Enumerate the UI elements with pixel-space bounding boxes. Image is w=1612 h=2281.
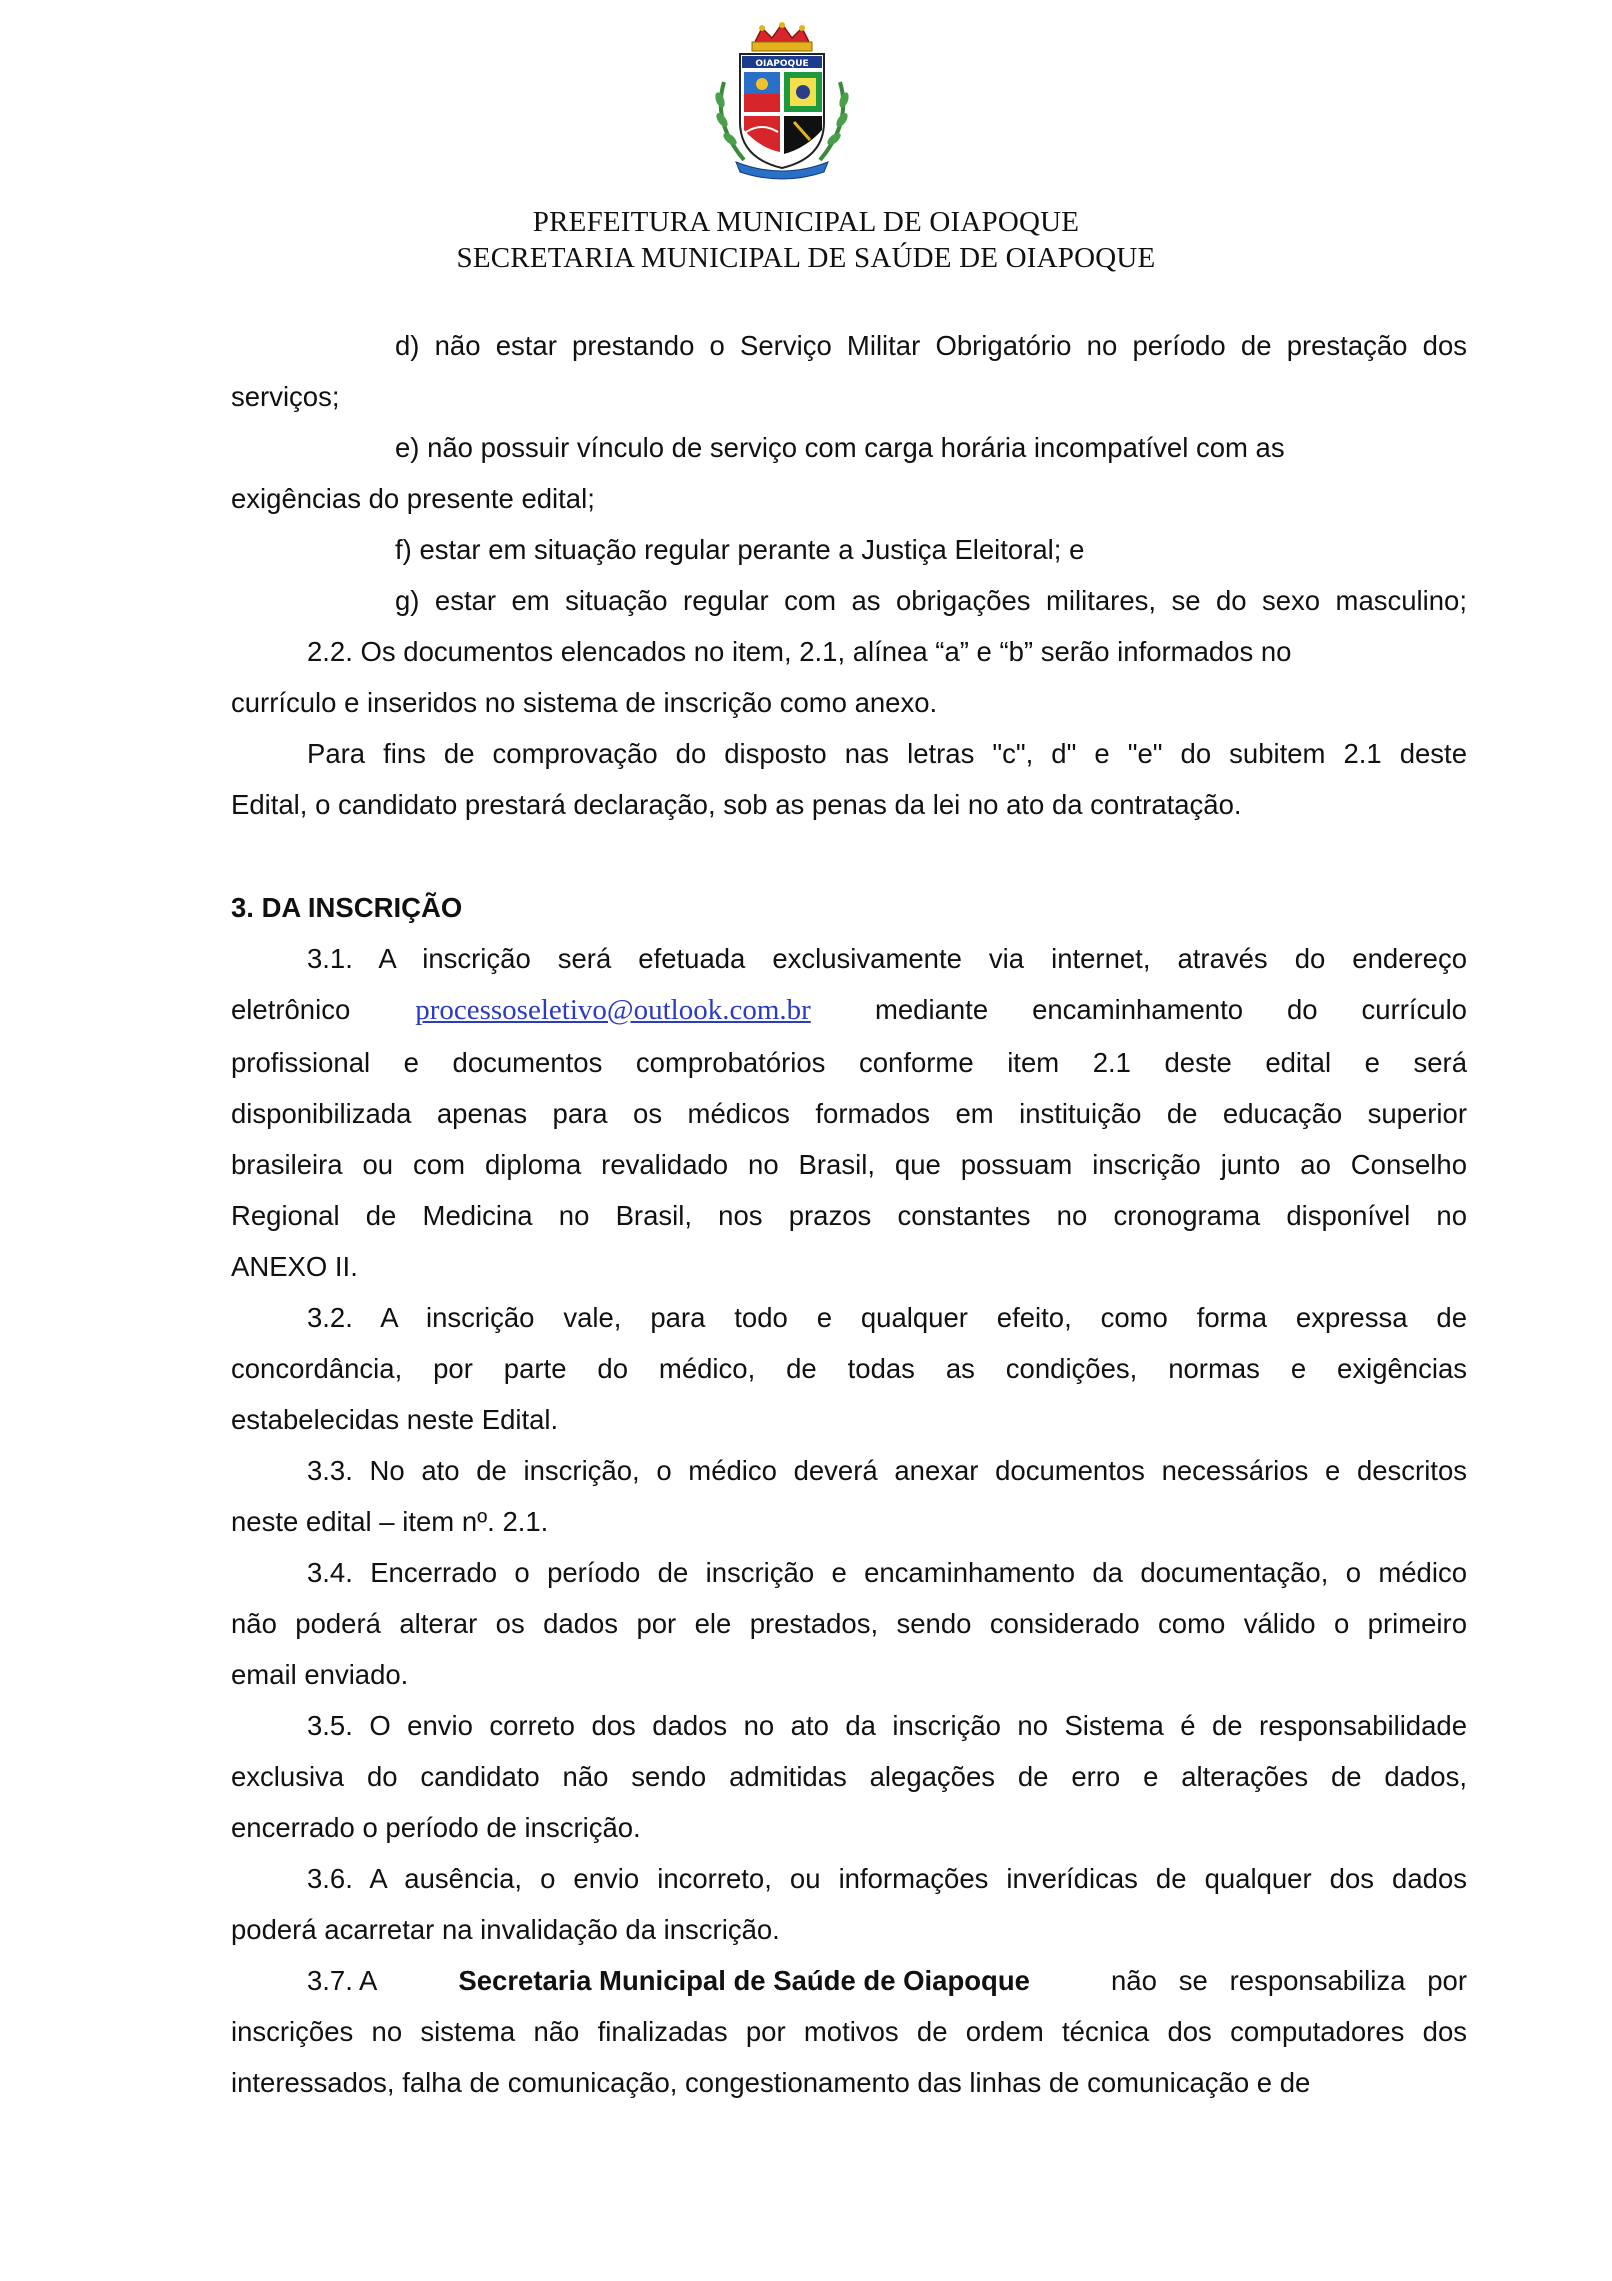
paragraph-comprovacao-line1: Para fins de comprovação do disposto nas letras "c", d" e "e" do subitem 2.1 deste <box>307 738 1467 769</box>
item-3-2-line1: 3.2. A inscrição vale, para todo e qualquer efeito, como forma expressa de <box>307 1302 1467 1333</box>
item-3-5-line2: exclusiva do candidato não sendo admitidas alegações de erro e alterações de dados, <box>231 1761 1467 1792</box>
item-e-line1: e) não possuir vínculo de serviço com carga horária incompatível com as <box>395 432 1285 463</box>
item-e-line2: exigências do presente edital; <box>231 483 595 514</box>
item-3-3-line1: 3.3. No ato de inscrição, o médico deverá anexar documentos necessários e descritos <box>307 1455 1467 1486</box>
item-3-1-line7: ANEXO II. <box>231 1251 358 1282</box>
item-2-2-line1: 2.2. Os documentos elencados no item, 2.1, alínea “a” e “b” serão informados no <box>307 636 1292 667</box>
item-3-2-line3: estabelecidas neste Edital. <box>231 1404 559 1435</box>
paragraph-comprovacao-line2: Edital, o candidato prestará declaração, sob as penas da lei no ato da contratação. <box>231 789 1242 820</box>
header-secretaria: SECRETARIA MUNICIPAL DE SAÚDE DE OIAPOQUE <box>456 242 1156 274</box>
header-prefeitura: PREFEITURA MUNICIPAL DE OIAPOQUE <box>532 206 1080 238</box>
item-3-1-line3: profissional e documentos comprobatórios conforme item 2.1 deste edital e será <box>231 1047 1467 1078</box>
email-link[interactable]: processoseletivo@outlook.com.br <box>415 994 811 1026</box>
item-3-7-line3: interessados, falha de comunicação, congestionamento das linhas de comunicação e de <box>231 2067 1311 2098</box>
item-3-5-line1: 3.5. O envio correto dos dados no ato da inscrição no Sistema é de responsabilidade <box>307 1710 1467 1741</box>
secretaria-name-bold: Secretaria Municipal de Saúde de Oiapoque <box>458 1965 1030 1996</box>
item-3-1-eletronico: eletrônico <box>231 994 351 1025</box>
item-3-6-line1: 3.6. A ausência, o envio incorreto, ou informações inverídicas de qualquer dos dados <box>307 1863 1467 1894</box>
item-3-7-line1 <box>307 1965 1467 1997</box>
item-3-1-line6: Regional de Medicina no Brasil, nos prazos constantes no cronograma disponível no <box>231 1200 1467 1231</box>
item-f: f) estar em situação regular perante a Justiça Eleitoral; e <box>395 534 1085 565</box>
item-3-7-line2: inscrições no sistema não finalizadas por motivos de ordem técnica dos computadores dos <box>231 2016 1467 2047</box>
item-3-1-line5: brasileira ou com diploma revalidado no Brasil, que possuam inscrição junto ao Conselho <box>231 1149 1467 1180</box>
section-title-inscricao: 3. DA INSCRIÇÃO <box>231 892 463 923</box>
item-3-4-line1: 3.4. Encerrado o período de inscrição e encaminhamento da documentação, o médico <box>307 1557 1467 1588</box>
item-d-line1: d) não estar prestando o Serviço Militar Obrigatório no período de prestação dos <box>395 330 1467 361</box>
item-3-1-line4: disponibilizada apenas para os médicos formados em instituição de educação superior <box>231 1098 1467 1129</box>
item-3-5-line3: encerrado o período de inscrição. <box>231 1812 641 1843</box>
item-3-3-line2: neste edital – item nº. 2.1. <box>231 1506 549 1537</box>
item-3-7-responsabiliza: não se responsabiliza por <box>1111 1965 1467 1996</box>
item-g: g) estar em situação regular com as obrigações militares, se do sexo masculino; <box>395 585 1467 616</box>
item-3-7-number: 3.7. A <box>307 1965 378 1996</box>
item-3-4-line2: não poderá alterar os dados por ele prestados, sendo considerado como válido o primeiro <box>231 1608 1467 1639</box>
item-3-2-line2: concordância, por parte do médico, de todas as condições, normas e exigências <box>231 1353 1467 1384</box>
item-3-1-line1: 3.1. A inscrição será efetuada exclusivamente via internet, através do endereço <box>307 943 1467 974</box>
crest-label: OIAPOQUE <box>755 59 809 69</box>
item-3-1-mediante: mediante encaminhamento do currículo <box>874 994 1467 1025</box>
item-3-6-line2: poderá acarretar na invalidação da inscrição. <box>231 1914 780 1945</box>
municipal-crest-logo <box>706 22 858 180</box>
item-2-2-line2: currículo e inseridos no sistema de inscrição como anexo. <box>231 687 938 718</box>
item-d-line2: serviços; <box>231 381 340 412</box>
item-3-1-line2 <box>231 994 1467 1026</box>
item-3-4-line3: email enviado. <box>231 1659 409 1690</box>
